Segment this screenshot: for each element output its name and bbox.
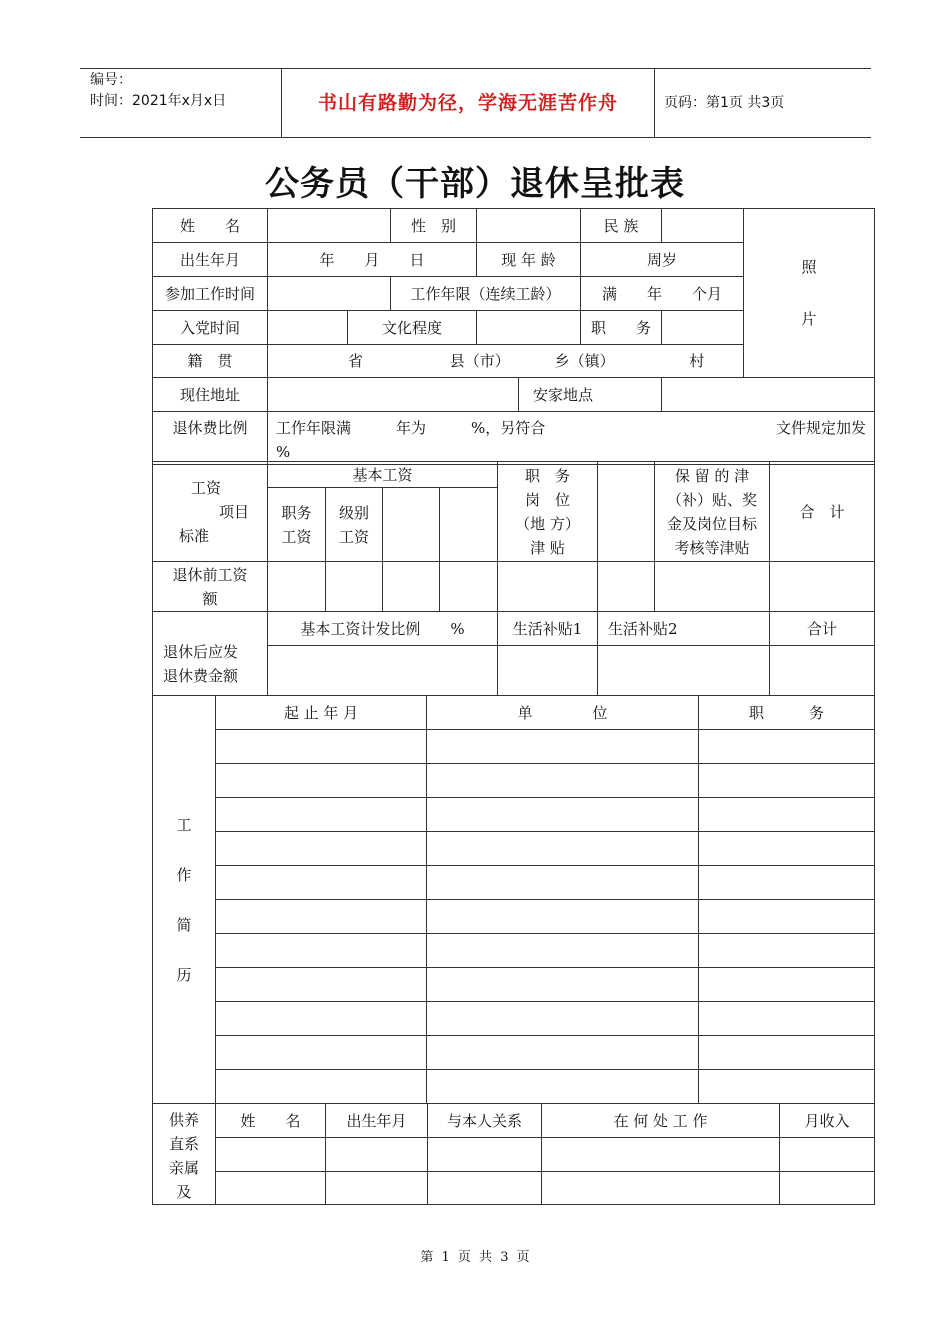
- resume-cell[interactable]: [216, 900, 427, 934]
- post-retire-cell[interactable]: [770, 646, 875, 696]
- dependents-side-1: 供养: [168, 1111, 199, 1129]
- resume-unit-header: 单 位: [427, 696, 699, 730]
- header-page-cell: [654, 69, 871, 137]
- position-field[interactable]: [662, 311, 744, 345]
- pre-retire-cell[interactable]: [383, 562, 440, 612]
- serial-number-label: 编号：: [90, 72, 132, 88]
- rank-wage-2: 工资: [338, 527, 369, 546]
- retained-allowance-4: 考核等津贴: [674, 538, 750, 557]
- birth-field[interactable]: 年 月 日: [268, 243, 477, 277]
- resume-cell[interactable]: [216, 934, 427, 968]
- salary-corner-1: 工资: [191, 478, 222, 497]
- table-row: [153, 764, 875, 798]
- salary-corner-3: 标准: [179, 526, 210, 545]
- resume-cell[interactable]: [699, 934, 875, 968]
- resume-cell[interactable]: [699, 764, 875, 798]
- resume-cell[interactable]: [216, 764, 427, 798]
- village-label: 村: [689, 352, 705, 370]
- table-row: [153, 934, 875, 968]
- allowance-2-header: [598, 612, 770, 646]
- gender-label: 性 别: [391, 209, 477, 243]
- post-retire-table: [152, 611, 875, 696]
- resume-duty-header: 职 务: [699, 696, 875, 730]
- town-label: 乡（镇）: [554, 352, 615, 370]
- wage-blank-2[interactable]: [440, 488, 498, 562]
- resume-side-1: 工: [176, 815, 192, 834]
- resume-cell[interactable]: [427, 1070, 699, 1104]
- work-start-field[interactable]: [268, 277, 391, 311]
- dependents-side-3: 亲属: [168, 1159, 199, 1177]
- table-row: [153, 968, 875, 1002]
- resume-cell[interactable]: [427, 1002, 699, 1036]
- pre-retire-cell[interactable]: [498, 562, 598, 612]
- base-ratio-header: 基本工资计发比例 %: [268, 612, 498, 646]
- address-field[interactable]: [268, 378, 519, 412]
- resume-cell[interactable]: [699, 730, 875, 764]
- table-row: [153, 1138, 875, 1172]
- dependents-side-label: [153, 1104, 216, 1205]
- resume-cell[interactable]: [427, 968, 699, 1002]
- resume-cell[interactable]: [699, 1002, 875, 1036]
- work-start-label: 参加工作时间: [153, 277, 268, 311]
- photo-label-2: 片: [801, 310, 817, 328]
- resume-cell[interactable]: [216, 730, 427, 764]
- resume-cell[interactable]: [699, 832, 875, 866]
- salary-total-header: 合 计: [770, 462, 875, 562]
- retained-allowance-2: （补）贴、奖: [667, 490, 758, 509]
- duty-wage-header: [268, 488, 326, 562]
- duty-wage-2: 工资: [281, 527, 312, 546]
- dependents-cell[interactable]: [326, 1172, 428, 1205]
- page-info: 页码：第1页 共3页: [664, 95, 785, 111]
- education-label: 文化程度: [348, 311, 477, 345]
- retained-allowance-header: [655, 462, 770, 562]
- resume-cell[interactable]: [216, 866, 427, 900]
- resume-side-4: 历: [176, 965, 192, 984]
- rank-wage-header: [326, 488, 383, 562]
- document-header: [80, 68, 871, 138]
- resume-cell[interactable]: [699, 900, 875, 934]
- post-retire-cell[interactable]: [498, 646, 598, 696]
- table-row: [153, 1002, 875, 1036]
- pre-retire-1: 退休前工资: [172, 565, 248, 584]
- resume-cell[interactable]: [216, 832, 427, 866]
- name-field[interactable]: [268, 209, 391, 243]
- post-allowance-3: （地 方）: [515, 514, 580, 533]
- dependents-cell[interactable]: [428, 1138, 542, 1172]
- total2-header: 合计: [770, 612, 875, 646]
- pre-retire-2: 额: [202, 589, 218, 608]
- birth-label: 出生年月: [153, 243, 268, 277]
- dependents-cell[interactable]: [216, 1138, 326, 1172]
- pre-retire-cell[interactable]: [598, 562, 655, 612]
- ratio-label: 退休费比例: [153, 412, 268, 465]
- dependents-name-header: 姓 名: [216, 1104, 326, 1138]
- work-years-field[interactable]: 满 年 个月: [581, 277, 744, 311]
- dependents-side-2: 直系: [168, 1135, 199, 1153]
- ratio-text-3: %: [276, 443, 291, 461]
- dependents-income-header: 月收入: [780, 1104, 875, 1138]
- resume-cell[interactable]: [216, 1036, 427, 1070]
- pre-retire-label: [153, 562, 268, 612]
- settle-label: 安家地点: [519, 378, 662, 412]
- party-join-field[interactable]: [268, 311, 348, 345]
- dependents-cell[interactable]: [780, 1172, 875, 1205]
- pre-retire-cell[interactable]: [655, 562, 770, 612]
- post-allowance-1: 职 务: [525, 466, 571, 485]
- resume-cell[interactable]: [699, 1070, 875, 1104]
- resume-cell[interactable]: [427, 934, 699, 968]
- post-retire-cell[interactable]: [268, 646, 498, 696]
- table-row: [153, 1036, 875, 1070]
- resume-cell[interactable]: [427, 764, 699, 798]
- date-label: 时间：2021年x月x日: [90, 93, 227, 109]
- post-retire-label: [153, 612, 268, 696]
- resume-cell[interactable]: [699, 1036, 875, 1070]
- origin-field[interactable]: [268, 345, 744, 378]
- header-motto-cell: [281, 69, 655, 137]
- resume-cell[interactable]: [427, 900, 699, 934]
- province-label: 省: [348, 352, 364, 370]
- resume-cell[interactable]: [216, 1070, 427, 1104]
- salary-table: [152, 461, 875, 612]
- age-field[interactable]: 周岁: [581, 243, 744, 277]
- ethnicity-label: 民 族: [581, 209, 662, 243]
- gender-field[interactable]: [477, 209, 581, 243]
- work-years-label: 工作年限（连续工龄）: [391, 277, 581, 311]
- post-allowance-header: [498, 462, 598, 562]
- name-label: 姓 名: [153, 209, 268, 243]
- resume-cell[interactable]: [699, 968, 875, 1002]
- table-row: [153, 832, 875, 866]
- post-retire-1: 退休后应发: [163, 642, 239, 661]
- page-footer: 第 1 页 共 3 页: [420, 1250, 530, 1265]
- duty-wage-1: 职务: [281, 503, 312, 522]
- education-field[interactable]: [477, 311, 581, 345]
- dependents-cell[interactable]: [216, 1172, 326, 1205]
- resume-side-3: 简: [176, 915, 192, 934]
- dependents-workplace-header: 在 何 处 工 作: [542, 1104, 780, 1138]
- header-meta: [80, 69, 281, 137]
- resume-cell[interactable]: [699, 866, 875, 900]
- pre-retire-cell[interactable]: [326, 562, 383, 612]
- allowance-2-label: 生活补贴2: [608, 619, 678, 638]
- retained-allowance-1: 保 留 的 津: [674, 466, 750, 485]
- table-row: [153, 1172, 875, 1205]
- resume-cell[interactable]: [699, 798, 875, 832]
- salary-corner-2: 项目: [219, 502, 250, 521]
- resume-cell[interactable]: [427, 798, 699, 832]
- photo-label-1: 照: [801, 258, 817, 276]
- resume-cell[interactable]: [427, 832, 699, 866]
- ethnicity-field[interactable]: [662, 209, 744, 243]
- resume-cell[interactable]: [427, 1036, 699, 1070]
- basic-wage-header: 基本工资: [268, 462, 498, 488]
- address-label: 现住地址: [153, 378, 268, 412]
- county-label: 县（市）: [449, 352, 510, 370]
- rank-wage-1: 级别: [338, 503, 369, 522]
- retained-allowance-3: 金及岗位目标: [667, 514, 758, 533]
- table-row: [153, 900, 875, 934]
- ratio-field[interactable]: [268, 412, 875, 465]
- post-allowance-4: 津 贴: [530, 538, 565, 557]
- resume-cell[interactable]: [216, 968, 427, 1002]
- motto: 书山有路勤为径，学海无涯苦作舟: [317, 92, 618, 114]
- work-resume-table: [152, 695, 875, 1104]
- resume-period-header: 起 止 年 月: [216, 696, 427, 730]
- wage-blank-1[interactable]: [383, 488, 440, 562]
- post-retire-2: 退休费金额: [163, 666, 239, 685]
- salary-blank-header[interactable]: [598, 462, 655, 562]
- resume-cell[interactable]: [216, 1002, 427, 1036]
- dependents-cell[interactable]: [326, 1138, 428, 1172]
- dependents-cell[interactable]: [780, 1138, 875, 1172]
- dependents-birth-header: 出生年月: [326, 1104, 428, 1138]
- resume-side-label: [153, 696, 216, 1104]
- table-row: [153, 730, 875, 764]
- dependents-cell[interactable]: [542, 1138, 780, 1172]
- resume-side-2: 作: [176, 865, 192, 884]
- ratio-text-2: 文件规定加发: [775, 419, 866, 437]
- pre-retire-cell[interactable]: [770, 562, 875, 612]
- pre-retire-cell[interactable]: [268, 562, 326, 612]
- dependents-cell[interactable]: [428, 1172, 542, 1205]
- table-row: [153, 1070, 875, 1104]
- table-row: [153, 866, 875, 900]
- allowance-1-header: 生活补贴1: [498, 612, 598, 646]
- pre-retire-cell[interactable]: [440, 562, 498, 612]
- basic-info-table: [152, 208, 875, 465]
- party-join-label: 入党时间: [153, 311, 268, 345]
- resume-cell[interactable]: [216, 798, 427, 832]
- photo-box[interactable]: [744, 209, 875, 378]
- table-row: [153, 798, 875, 832]
- dependents-side-4: 及: [176, 1183, 192, 1201]
- ratio-text-1: 工作年限满 年为 %，另符合: [276, 419, 546, 437]
- age-label: 现 年 龄: [477, 243, 581, 277]
- post-retire-cell[interactable]: [598, 646, 770, 696]
- post-allowance-2: 岗 位: [525, 490, 571, 509]
- position-label: 职 务: [581, 311, 662, 345]
- dependents-cell[interactable]: [542, 1172, 780, 1205]
- dependents-table: [152, 1103, 875, 1205]
- origin-label: 籍 贯: [153, 345, 268, 378]
- salary-corner-header: [153, 462, 268, 562]
- page-title: 公务员（干部）退休呈批表: [265, 164, 685, 204]
- dependents-relation-header: 与本人关系: [428, 1104, 542, 1138]
- settle-field[interactable]: [662, 378, 875, 412]
- resume-cell[interactable]: [427, 730, 699, 764]
- resume-cell[interactable]: [427, 866, 699, 900]
